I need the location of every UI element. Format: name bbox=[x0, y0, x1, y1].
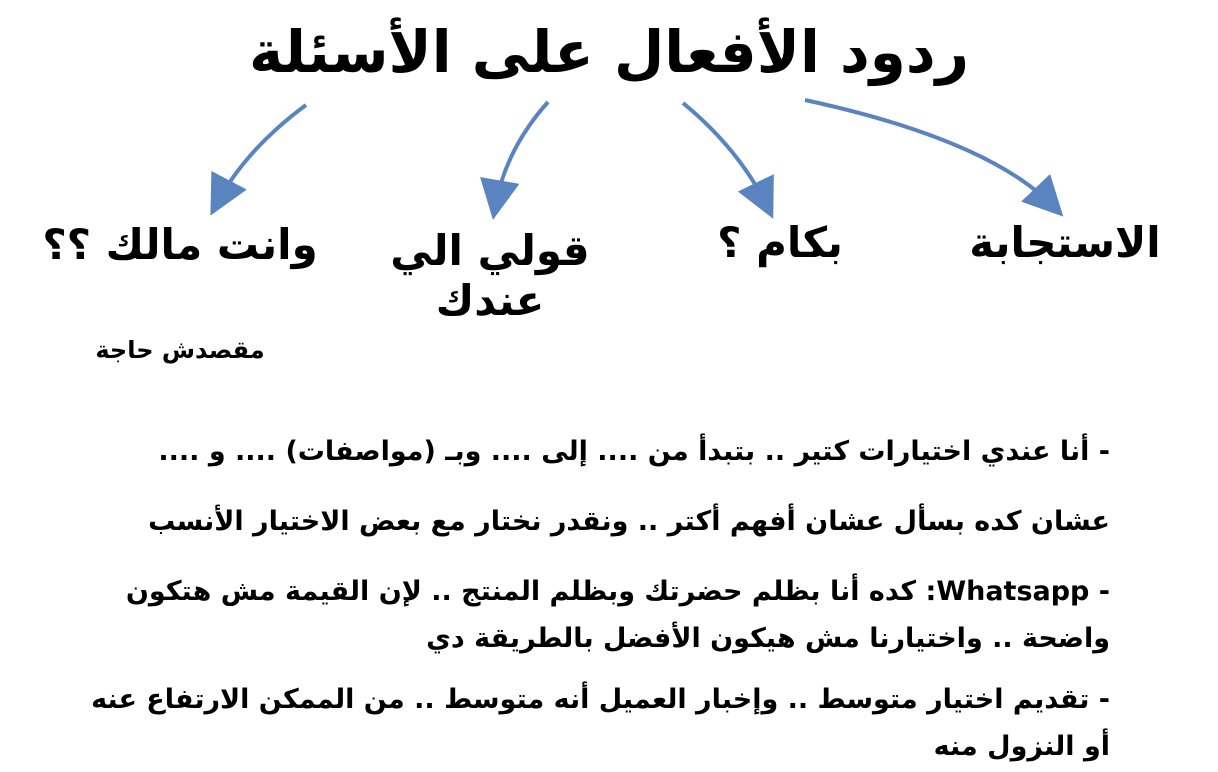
note-2: عشان كده بسأل عشان أفهم أكتر .. ونقدر نختار مع بعض الاختيار الأنسب bbox=[148, 506, 1110, 537]
branch-wenta-note: مقصدش حاجة bbox=[95, 336, 265, 364]
note-1: - أنا عندي اختيارات كتير .. بتبدأ من .... إلى .... وبـ (مواصفات) .... و .... bbox=[158, 436, 1110, 467]
diagram-title: ردود الأفعال على الأسئلة bbox=[248, 18, 970, 86]
branch-qoly-ely-3andak: قولي الي عندك bbox=[390, 226, 590, 326]
arrow-to-qoly bbox=[495, 102, 548, 208]
note-4: - تقديم اختيار متوسط .. وإخبار العميل أنه متوسط .. من الممكن الارتفاع عنه أو النزول منه bbox=[91, 684, 1110, 762]
arrow-to-wenta bbox=[216, 105, 306, 205]
branch-wenta-malak: وانت مالك ؟؟ bbox=[42, 220, 318, 269]
branch-bekam: بكام ؟ bbox=[717, 218, 843, 267]
note-3: - Whatsapp: كده أنا بظلم حضرتك وبظلم المنتج .. لإن القيمة مش هتكون واضحة .. واختيارنا مش هيكون الأفضل بالطريقة دي bbox=[125, 576, 1110, 654]
arrow-to-istijaba bbox=[805, 100, 1055, 208]
branch-istijaba: الاستجابة bbox=[969, 218, 1161, 267]
notes-block bbox=[90, 428, 1110, 762]
arrow-to-bekam bbox=[683, 103, 768, 208]
